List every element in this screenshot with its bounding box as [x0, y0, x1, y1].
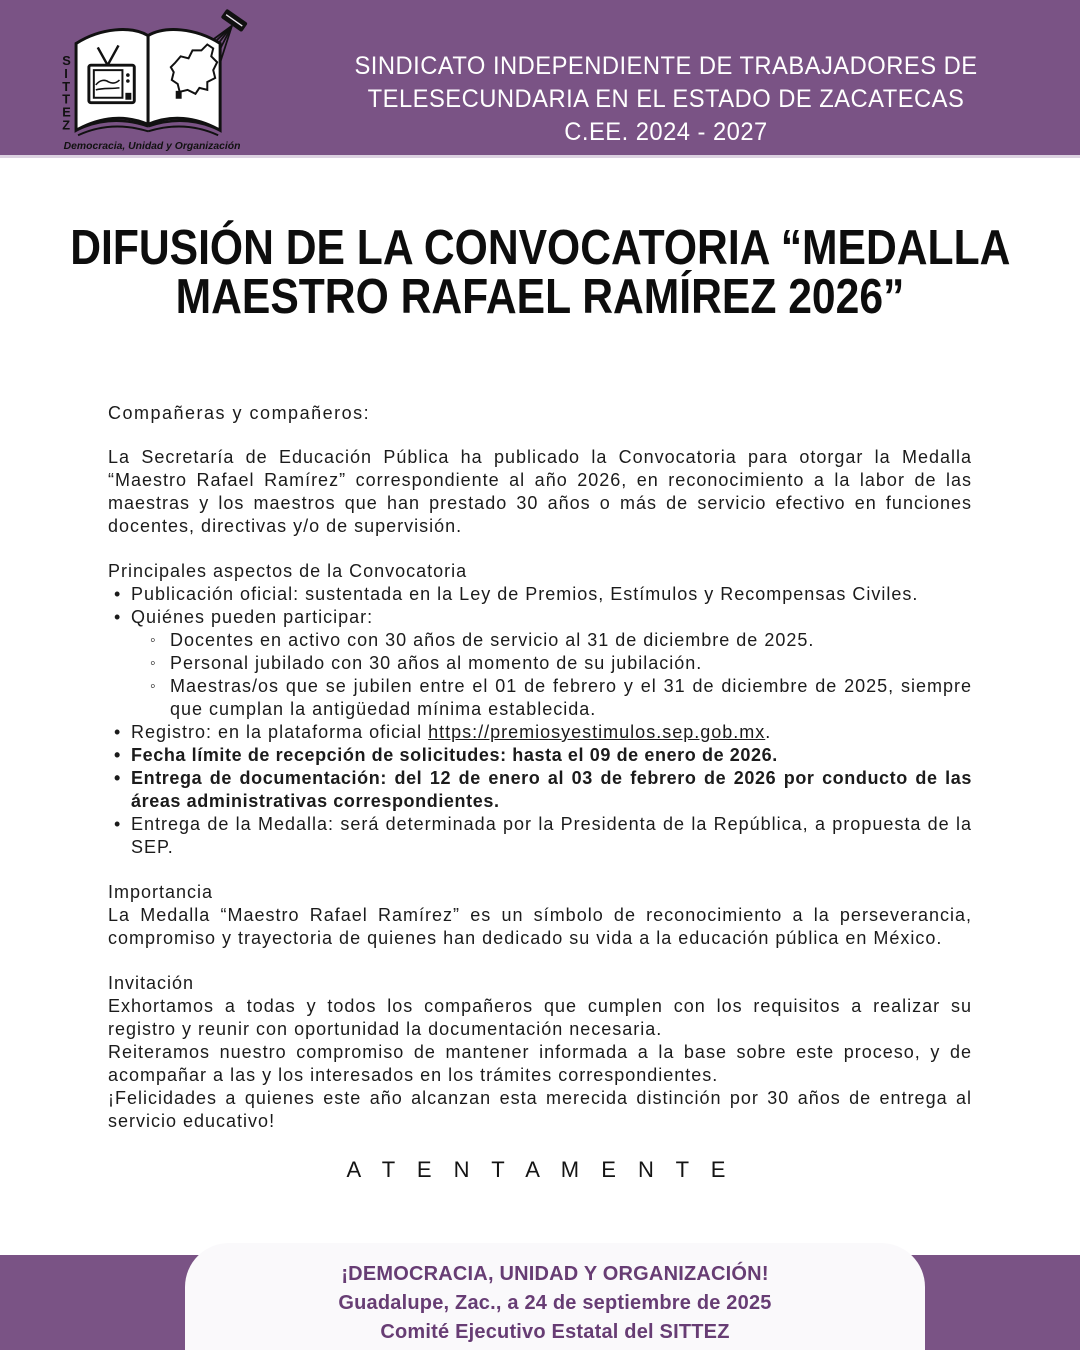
participantes-sublist	[131, 629, 972, 721]
logo-motto: Democracia, Unidad y Organización	[63, 141, 241, 153]
satellite-icon	[221, 9, 248, 33]
invitacion-heading: Invitación	[108, 973, 195, 993]
bullet-entrega-documentacion: • Entrega de documentación: del 12 de enero al 03 de febrero de 2026 por conducto de las áreas administrativas correspondientes.	[112, 767, 972, 813]
invitacion-section	[108, 972, 972, 1133]
aspects-heading: Principales aspectos de la Convocatoria	[108, 561, 468, 581]
org-line: TELESECUNDARIA EN EL ESTADO DE ZACATECAS	[367, 85, 965, 113]
registro-text: Registro: en la plataforma oficial	[131, 722, 429, 742]
invitacion-paragraph: Exhortamos a todas y todos los compañeros que cumplen con los requisitos a realizar su registro y reunir con oportunidad la documentación necesaria.	[108, 996, 972, 1039]
letter-body	[108, 322, 972, 1181]
logo-letter: S	[62, 53, 71, 69]
importancia-section	[108, 881, 972, 950]
page-title	[0, 221, 1080, 324]
footer-dateline: Guadalupe, Zac., a 24 de septiembre de 2025	[338, 1292, 772, 1314]
logo-letter: I	[64, 66, 68, 82]
open-book-tv-satellite-icon	[56, 6, 254, 154]
intro-paragraph: La Secretaría de Educación Pública ha publicado la Convocatoria para otorgar la Medalla “Maestro Rafael Ramírez” correspondiente al año 2026, en reconocimiento a la labor de las maestras y los maestros que han prestado 30 años o más de servicio efectivo en funciones docentes, directivas y/o de supervisión.	[108, 447, 972, 536]
org-line: C.EE. 2024 - 2027	[564, 118, 768, 146]
footer-committee: Comité Ejecutivo Estatal del SITTEZ	[380, 1321, 730, 1343]
logo-letter: E	[62, 104, 71, 120]
title-line: DIFUSIÓN DE LA CONVOCATORIA “MEDALLA	[70, 221, 1011, 275]
logo-letter: T	[62, 91, 71, 107]
bullet-participantes-label: Quiénes pueden participar:	[131, 607, 374, 627]
logo-letter: T	[62, 78, 71, 94]
logo-letter: Z	[62, 117, 71, 133]
importancia-text: La Medalla “Maestro Rafael Ramírez” es un símbolo de reconocimiento a la perseverancia, compromiso y trayectoria de quienes han dedicado su vida a la educación pública en México.	[108, 905, 972, 948]
org-line: SINDICATO INDEPENDIENTE DE TRABAJADORES DE	[354, 52, 978, 80]
org-name-block	[262, 50, 1070, 149]
sittez-logo	[56, 6, 254, 154]
footer-slogan: ¡DEMOCRACIA, UNIDAD Y ORGANIZACIÓN!	[341, 1263, 769, 1285]
salutation: Compañeras y compañeros:	[108, 403, 371, 423]
logo-acronym	[62, 53, 71, 132]
bullet-entrega-medalla: • Entrega de la Medalla: será determinada por la Presidenta de la República, a propuesta de la SEP.	[112, 813, 972, 859]
closing-salute: A T E N T A M E N T E	[346, 1157, 734, 1182]
registro-link[interactable]: https://premiosyestimulos.sep.gob.mx	[428, 722, 766, 742]
bullet-publicacion: • Publicación oficial: sustentada en la Ley de Premios, Estímulos y Recompensas Civiles.	[112, 583, 972, 606]
title-line: MAESTRO RAFAEL RAMÍREZ 2026”	[175, 270, 905, 324]
importancia-heading: Importancia	[108, 882, 214, 902]
sub-bullet-por-jubilarse: ◦ Maestras/os que se jubilen entre el 01 de febrero y el 31 de diciembre de 2025, siempre que cumplan la antigüedad mínima establecida.	[150, 675, 972, 721]
aspects-section	[108, 560, 972, 859]
aspects-list	[108, 583, 972, 859]
bullet-participantes	[112, 606, 972, 721]
invitacion-paragraph: Reiteramos nuestro compromiso de mantener informada a la base sobre este proceso, y de acompañar a las y los interesados en los trámites correspondientes.	[108, 1042, 972, 1085]
header-band	[0, 0, 1080, 158]
registro-period: .	[765, 722, 772, 742]
bullet-registro	[112, 721, 972, 744]
sub-bullet-jubilados: ◦ Personal jubilado con 30 años al momento de su jubilación.	[150, 652, 972, 675]
invitacion-paragraph: ¡Felicidades a quienes este año alcanzan esta merecida distinción por 30 años de entrega al servicio educativo!	[108, 1088, 972, 1131]
footer-card	[185, 1243, 925, 1350]
bullet-fecha-limite: • Fecha límite de recepción de solicitudes: hasta el 09 de enero de 2026.	[112, 744, 972, 767]
sub-bullet-docentes: ◦ Docentes en activo con 30 años de servicio al 31 de diciembre de 2025.	[150, 629, 972, 652]
